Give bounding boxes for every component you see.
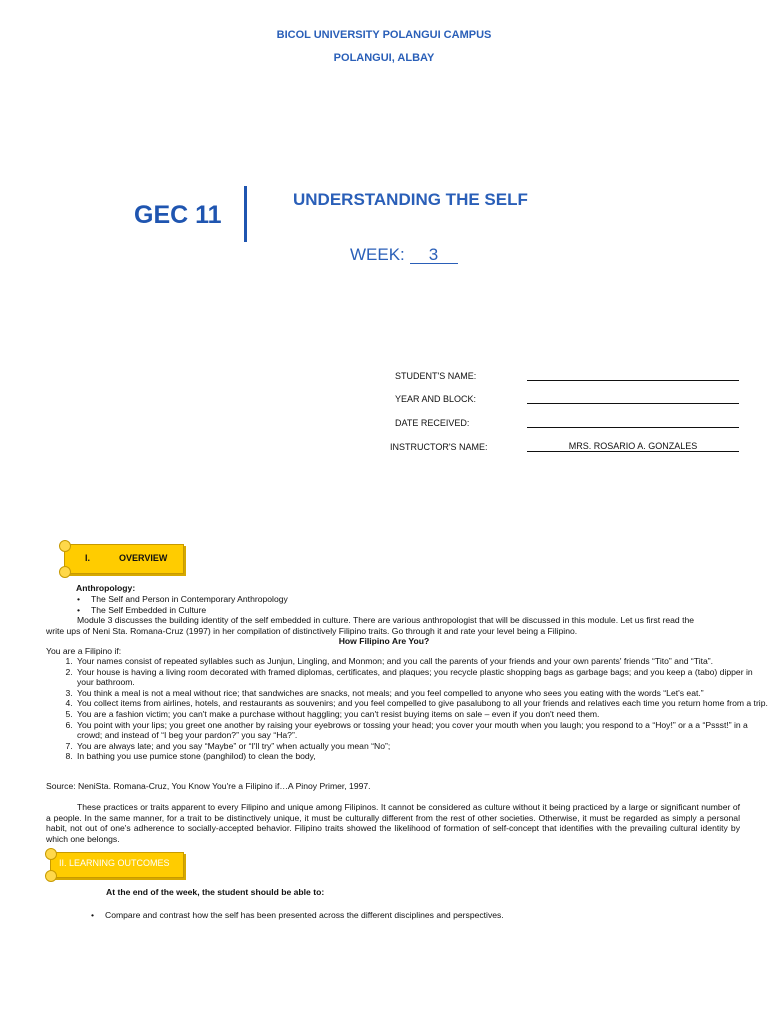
course-code: GEC 11 xyxy=(134,201,222,229)
university-name: BICOL UNIVERSITY POLANGUI CAMPUS xyxy=(276,29,492,41)
week-number: 3 xyxy=(410,246,458,264)
list-item: 2. Your house is having a living room decorated with framed diplomas, certificates, and plaques; you recycle plastic shopping bags as garbage bags; and you keep a (tabo) dipper in your bathroom. xyxy=(75,667,768,688)
bullet-item: • The Self and Person in Contemporary Anthropology xyxy=(91,594,288,605)
list-item: 8. In bathing you use pumice stone (panghilod) to clean the body, xyxy=(75,751,768,762)
outcomes-lead: At the end of the week, the student should be able to: xyxy=(106,887,325,897)
traits-list xyxy=(46,656,768,762)
source-citation: Source: NeniSta. Romana-Cruz, You Know You're a Filipino if…A Pinoy Primer, 1997. xyxy=(46,781,371,791)
question-heading: How Filipino Are You? xyxy=(338,636,430,646)
instructor-name-value: MRS. ROSARIO A. GONZALES xyxy=(568,441,698,451)
instructor-name-label: INSTRUCTOR'S NAME: xyxy=(390,442,488,452)
scroll-curl-bottom xyxy=(59,566,71,578)
subject-heading: Anthropology: xyxy=(76,583,136,593)
week-label: WEEK: xyxy=(350,245,405,264)
student-name-label: STUDENT'S NAME: xyxy=(395,371,477,381)
list-item: 4. You collect items from airlines, hotels, and restaurants as souvenirs; and you feel compelled to give pasalubong to all your friends and relatives each time you return home from a trip. xyxy=(75,698,768,709)
date-received-label: DATE RECEIVED: xyxy=(395,418,470,428)
year-block-label: YEAR AND BLOCK: xyxy=(395,394,477,404)
learning-outcomes-tab-label: II. LEARNING OUTCOMES xyxy=(59,858,170,868)
scroll-curl-top xyxy=(45,848,57,860)
intro-paragraph-line2: write ups of Neni Sta. Romana-Cruz (1997) in her compilation of distinctively Filipino traits. Go through it and rate your level being a Filipino. xyxy=(46,626,578,636)
campus-location: POLANGUI, ALBAY xyxy=(333,52,435,64)
scroll-curl-bottom xyxy=(45,870,57,882)
list-item: 1. Your names consist of repeated syllables such as Junjun, Lingling, and Monmon; and you call the parents of your friends and your own parents' friends “Tito” and “Tita”. xyxy=(75,656,768,667)
closing-paragraph: These practices or traits apparent to every Filipino and unique among Filipinos. It cannot be considered as culture without it being practiced by a large or significant number of a people. In the same manner, for a trait to be distinctively unique, it must be culturally different from the rest of other societies. Otherwise, it must be regarded as simply a personal habit, not out of one's adherence to socially-accepted behavior. Filipino traits showed the likelihood of formation of self-concept that identifies with the prevailing cultural identity by which one belongs. xyxy=(46,802,740,844)
list-item: 3. You think a meal is not a meal without rice; that sandwiches are snacks, not meals; and you feel compelled to anyone who sees you eating with the words “Let's eat.” xyxy=(75,688,768,699)
intro-paragraph-line1: Module 3 discusses the building identity of the self embedded in culture. There are various anthropologist that will be discussed in this module. Let us first read the xyxy=(77,615,695,625)
overview-tab xyxy=(64,544,184,574)
year-block-line[interactable] xyxy=(527,393,739,404)
learning-outcomes-tab xyxy=(50,852,184,878)
list-item: 7. You are always late; and you say “Maybe” or “I'll try” when actually you mean “No”; xyxy=(75,741,768,752)
title-divider xyxy=(244,186,247,242)
overview-tab-number: I. xyxy=(85,553,91,563)
outcome-item: • Compare and contrast how the self has been presented across the different disciplines and perspectives. xyxy=(105,910,504,921)
lead-in: You are a Filipino if: xyxy=(46,646,122,656)
date-received-line[interactable] xyxy=(527,417,739,428)
list-item: 6. You point with your lips; you greet one another by raising your eyebrows or tossing your head; you cover your mouth when you laugh; you respond to a “Hoy!” or a a “Pssst!” in a crowd; and instead of “I beg your pardon?” you say “Ha?”. xyxy=(75,720,768,741)
bullet-item: • The Self Embedded in Culture xyxy=(91,605,206,616)
course-title: UNDERSTANDING THE SELF xyxy=(293,190,528,209)
overview-tab-label: OVERVIEW xyxy=(119,553,168,563)
list-item: 5. You are a fashion victim; you can't make a purchase without haggling; you can't resist buying items on sale – even if you don't need them. xyxy=(75,709,768,720)
scroll-curl-top xyxy=(59,540,71,552)
student-name-line[interactable] xyxy=(527,370,739,381)
week-line xyxy=(350,245,458,265)
